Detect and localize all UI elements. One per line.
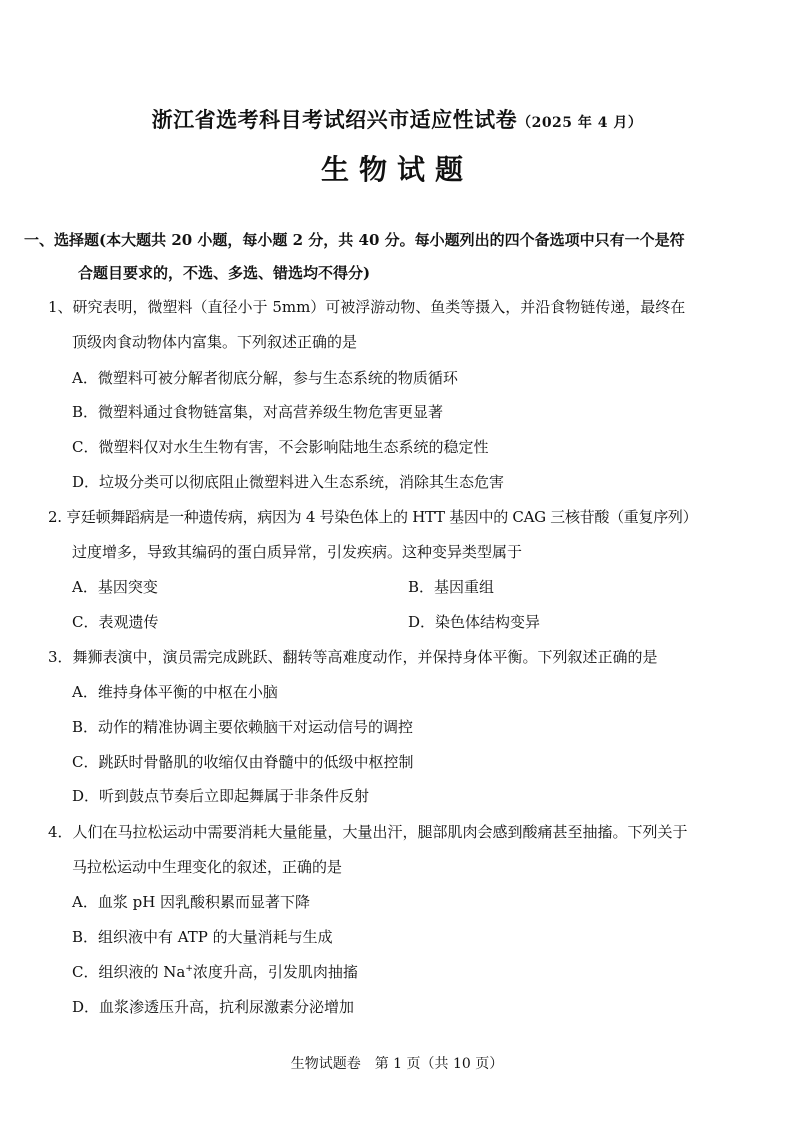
question-2-option-c: C．表观遗传 xyxy=(72,613,159,631)
title-date: （2025 年 4 月） xyxy=(517,115,643,131)
page-footer: 生物试题卷 第 1 页（共 10 页） xyxy=(290,1056,504,1072)
question-1-option-a: A．微塑料可被分解者彻底分解，参与生态系统的物质循环 xyxy=(72,369,458,387)
question-3-option-d: D．听到鼓点节奏后立即起舞属于非条件反射 xyxy=(72,787,370,805)
question-4-option-c-suffix: 浓度升高，引发肌肉抽搐 xyxy=(192,963,358,981)
question-1-option-b: B．微塑料通过食物链富集，对高营养级生物危害更显著 xyxy=(72,403,444,421)
question-4-option-c xyxy=(72,962,358,982)
section-heading-line-2: 合题目要求的，不选、多选、错选均不得分) xyxy=(78,264,371,282)
question-2-option-d: D．染色体结构变异 xyxy=(408,613,541,631)
question-2-option-b: B．基因重组 xyxy=(408,578,495,596)
section-heading-line-1: 一、选择题(本大题共 20 小题，每小题 2 分，共 40 分。每小题列出的四个备选项中只有一个是符 xyxy=(24,231,685,249)
page-title xyxy=(0,104,794,134)
page-subtitle: 生物试题 xyxy=(320,153,473,186)
question-2-option-a: A．基因突变 xyxy=(72,578,158,596)
question-4-option-b: B．组织液中有 ATP 的大量消耗与生成 xyxy=(72,928,333,946)
question-3-line-1: 3．舞狮表演中，演员需完成跳跃、翻转等高难度动作，并保持身体平衡。下列叙述正确的是 xyxy=(48,648,658,666)
question-3-option-c: C．跳跃时骨骼肌的收缩仅由脊髓中的低级中枢控制 xyxy=(72,753,414,771)
question-4-option-a: A．血浆 pH 因乳酸积累而显著下降 xyxy=(72,893,311,911)
question-1-option-c: C．微塑料仅对水生生物有害，不会影响陆地生态系统的稳定性 xyxy=(72,438,489,456)
question-3-option-a: A．维持身体平衡的中枢在小脑 xyxy=(72,683,278,701)
question-4-option-d: D．血浆渗透压升高，抗利尿激素分泌增加 xyxy=(72,998,355,1016)
question-2-line-1: 2. 亨廷顿舞蹈病是一种遗传病，病因为 4 号染色体上的 HTT 基因中的 CAG 三核苷酸（重复序列） xyxy=(48,508,698,526)
question-4-option-c-superscript: + xyxy=(185,964,193,974)
question-1-line-1: 1、研究表明，微塑料（直径小于 5mm）可被浮游动物、鱼类等摄入，并沿食物链传递，最终在 xyxy=(48,298,686,316)
question-1-option-d: D．垃圾分类可以彻底阻止微塑料进入生态系统，消除其生态危害 xyxy=(72,473,505,491)
question-4-line-1: 4．人们在马拉松运动中需要消耗大量能量，大量出汗，腿部肌肉会感到酸痛甚至抽搐。下列关于 xyxy=(48,823,688,841)
question-4-line-2: 马拉松运动中生理变化的叙述，正确的是 xyxy=(72,858,343,876)
question-1-line-2: 顶级肉食动物体内富集。下列叙述正确的是 xyxy=(72,333,358,351)
question-2-line-2: 过度增多，导致其编码的蛋白质异常，引发疾病。这种变异类型属于 xyxy=(72,543,523,561)
title-text: 浙江省选考科目考试绍兴市适应性试卷 xyxy=(151,107,518,132)
question-4-option-c-prefix: C．组织液的 Na xyxy=(72,963,186,981)
question-3-option-b: B．动作的精准协调主要依赖脑干对运动信号的调控 xyxy=(72,718,414,736)
